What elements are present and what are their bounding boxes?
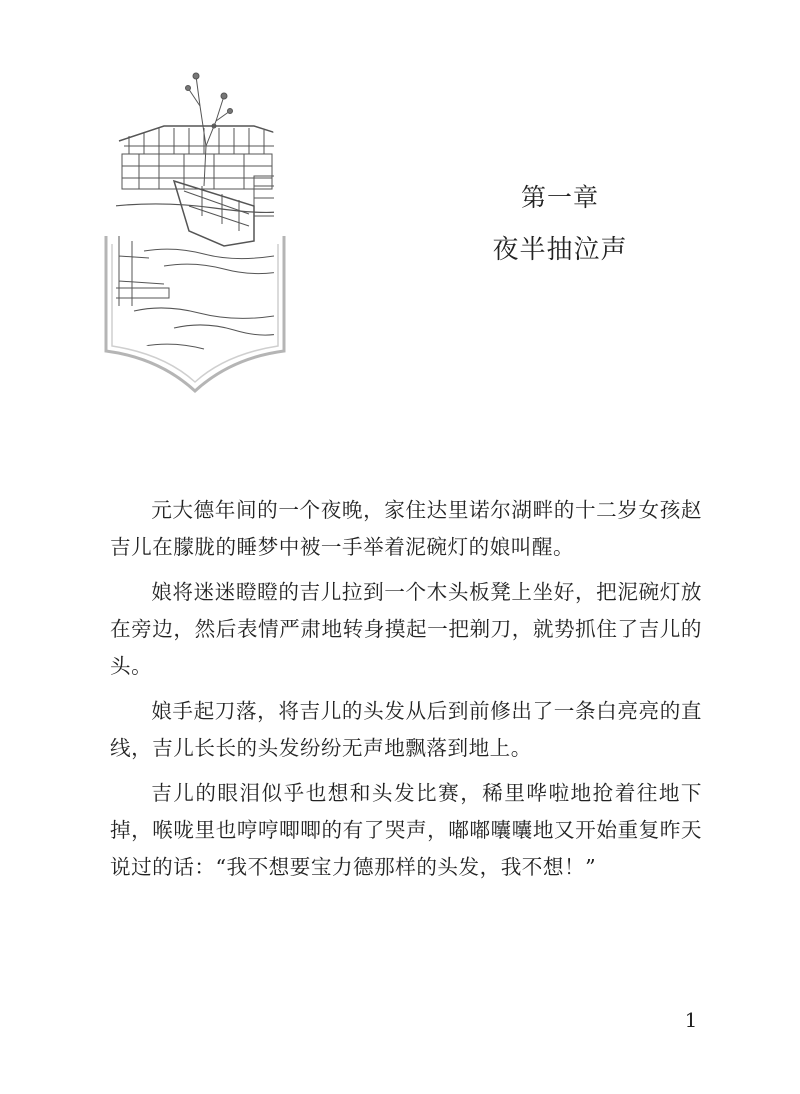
chapter-heading bbox=[440, 176, 680, 272]
chapter-illustration bbox=[104, 66, 286, 396]
chapter-body bbox=[110, 492, 702, 894]
chapter-number: 第一章 bbox=[520, 183, 599, 212]
paragraph-3: 娘手起刀落，将吉儿的头发从后到前修出了一条白亮亮的直线，吉儿长长的头发纷纷无声地飘落到地上。 bbox=[110, 699, 702, 760]
paragraph-2: 娘将迷迷瞪瞪的吉儿拉到一个木头板凳上坐好，把泥碗灯放在旁边，然后表情严肃地转身摸起一把剃刀，就势抓住了吉儿的头。 bbox=[110, 580, 702, 678]
chapter-title: 夜半抽泣声 bbox=[492, 235, 628, 265]
paragraph-1: 元大德年间的一个夜晚，家住达里诺尔湖畔的十二岁女孩赵吉儿在朦胧的睡梦中被一手举着泥碗灯的娘叫醒。 bbox=[110, 498, 702, 559]
paragraph-4: 吉儿的眼泪似乎也想和头发比赛，稀里哗啦地抢着往地下掉，喉咙里也哼哼唧唧的有了哭声，嘟嘟囔囔地又开始重复昨天说过的话：“我不想要宝力德那样的头发，我不想！” bbox=[110, 781, 702, 879]
page-number: 1 bbox=[684, 1008, 698, 1032]
